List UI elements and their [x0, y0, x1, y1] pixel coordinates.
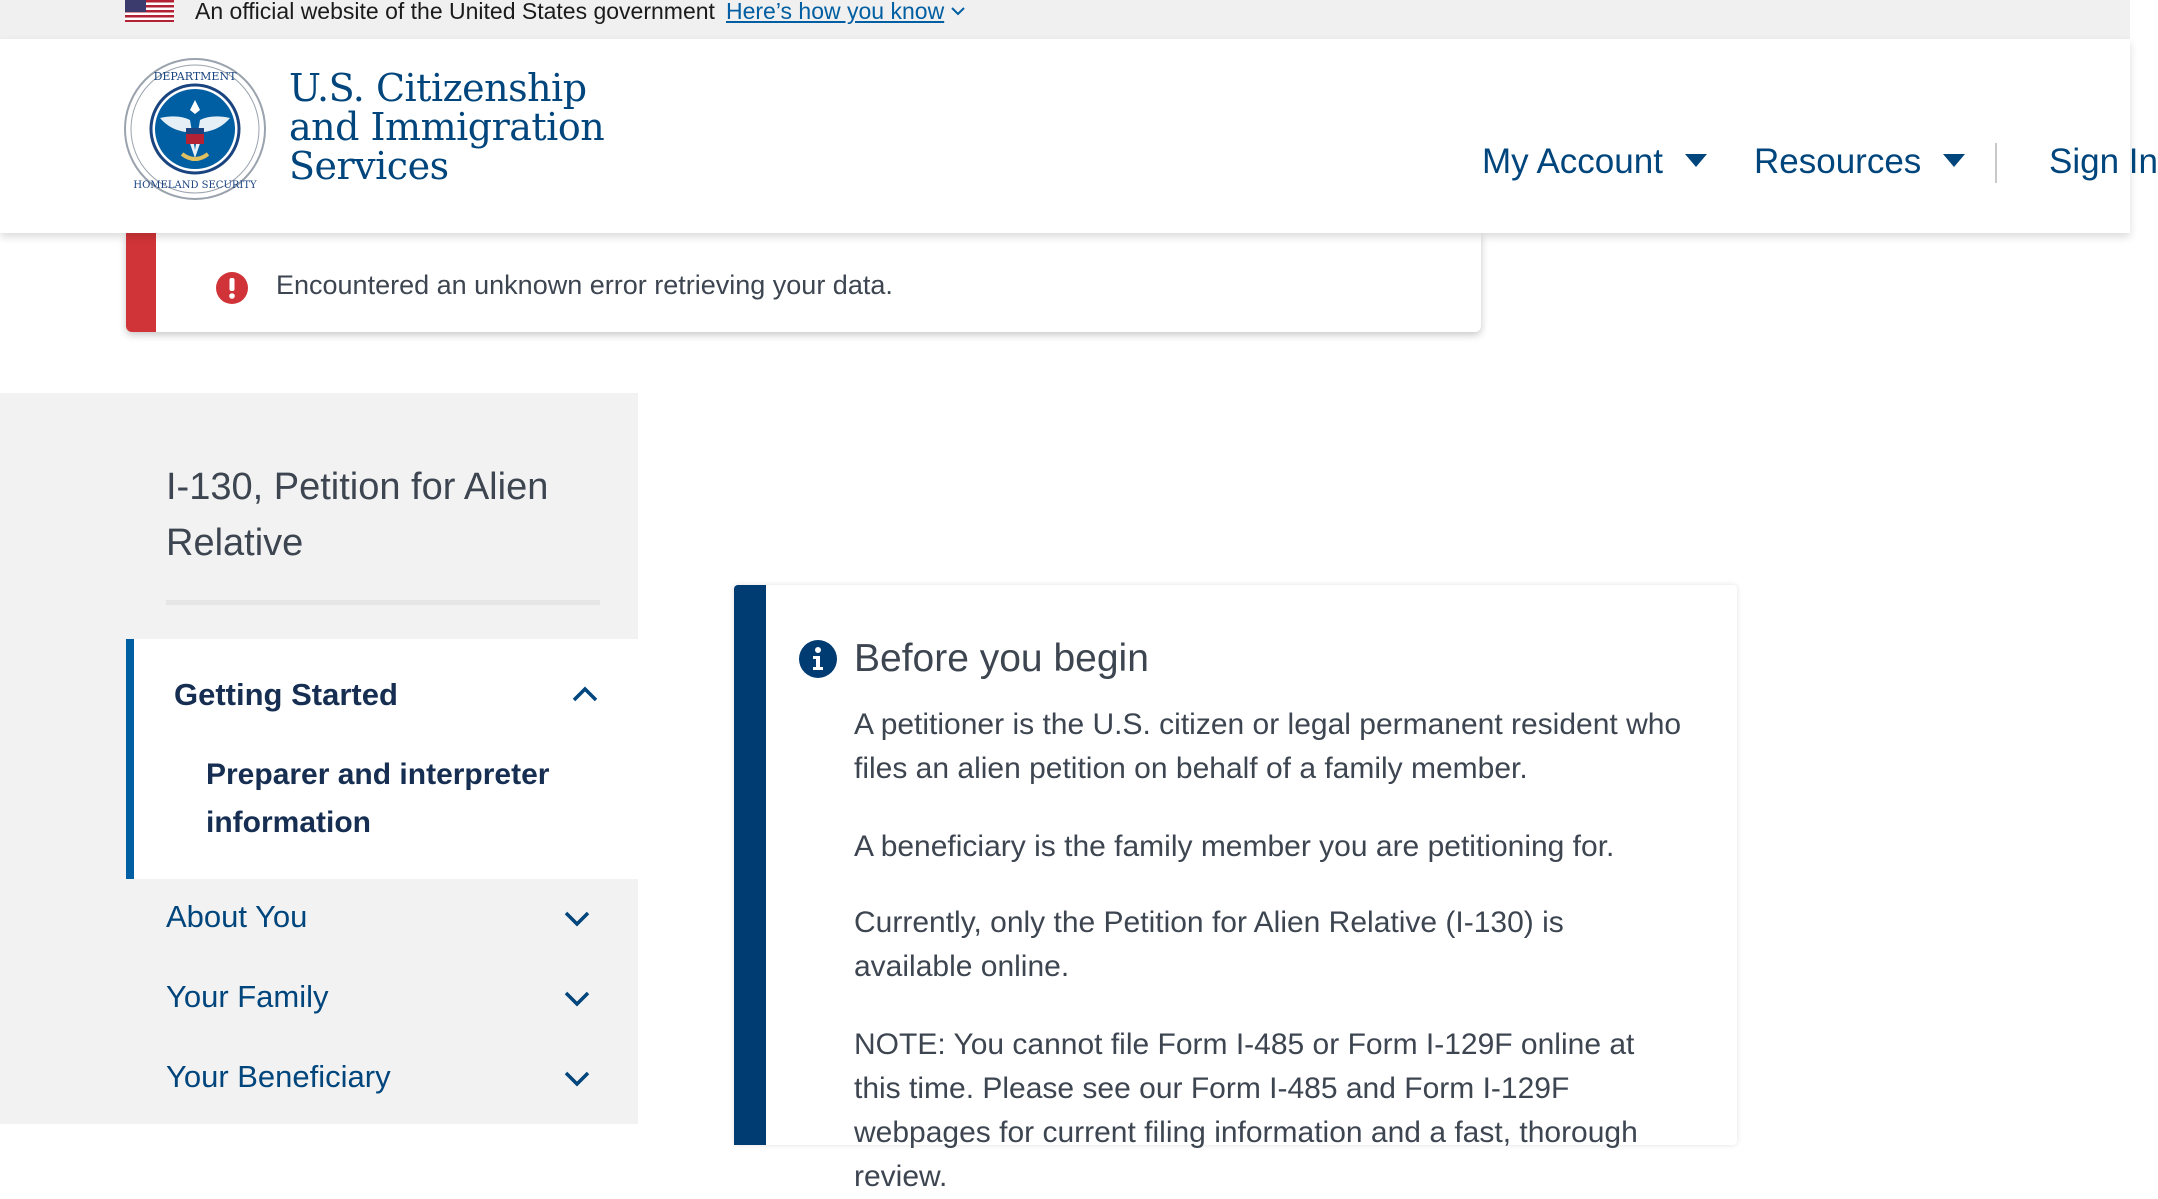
gov-banner-text: An official website of the United States government [195, 0, 715, 24]
site-header [0, 39, 2158, 233]
caret-down-icon [1685, 154, 1707, 167]
nav-resources-label: Resources [1754, 142, 1922, 181]
agency-name[interactable] [289, 66, 605, 188]
chevron-down-icon[interactable] [562, 988, 592, 1010]
card-paragraph: A petitioner is the U.S. citizen or legal permanent resident who files an alien petition on behalf of a family member. [854, 708, 1682, 785]
nav-divider [1995, 143, 1997, 183]
gov-banner [0, 0, 2130, 39]
alert-message: Encountered an unknown error retrieving your data. [276, 270, 893, 300]
chevron-down-icon[interactable] [949, 2, 967, 20]
heres-how-you-know-link[interactable]: Here’s how you know [726, 0, 945, 24]
card-accent-bar [734, 585, 766, 1145]
us-flag-icon [125, 0, 174, 22]
svg-text:HOMELAND SECURITY: HOMELAND SECURITY [133, 180, 257, 191]
card-paragraph: Currently, only the Petition for Alien Relative (I-130) is available online. [854, 906, 1564, 983]
svg-text:DEPARTMENT: DEPARTMENT [153, 70, 237, 83]
nav-resources[interactable] [1754, 142, 1965, 182]
caret-down-icon [1943, 154, 1965, 167]
agency-name-line3: Services [289, 144, 449, 188]
error-icon [215, 271, 249, 305]
before-you-begin-card [734, 585, 1737, 1193]
card-title: Before you begin [854, 637, 1149, 680]
chevron-up-icon[interactable] [570, 683, 600, 705]
chevron-down-icon[interactable] [562, 1068, 592, 1090]
form-sidebar [0, 393, 638, 1124]
agency-name-line1: U.S. Citizenship [289, 66, 587, 110]
sidebar-section-getting-started[interactable] [126, 639, 638, 879]
nav-my-account-label: My Account [1482, 142, 1663, 181]
sidebar-divider [166, 600, 600, 605]
info-icon [798, 639, 838, 679]
error-alert [126, 233, 1481, 332]
sidebar-item-about-you[interactable]: About You [166, 899, 308, 934]
dhs-seal-icon[interactable] [124, 58, 266, 200]
sidebar-item-your-beneficiary[interactable]: Your Beneficiary [166, 1059, 391, 1094]
nav-my-account[interactable] [1482, 142, 1707, 182]
nav-sign-in[interactable]: Sign In [2049, 142, 2158, 181]
card-paragraph: A beneficiary is the family member you are petitioning for. [854, 830, 1615, 863]
sidebar-section-label: Getting Started [174, 677, 398, 712]
alert-accent-bar [126, 233, 156, 332]
agency-name-line2: and Immigration [289, 105, 605, 149]
sidebar-item-your-family[interactable]: Your Family [166, 979, 329, 1014]
card-paragraph: NOTE: You cannot file Form I-485 or Form I-129F online at this time. Please see our Form I-485 and Form I-129F webpages for current filing information and a fast, thorough review. [854, 1028, 1638, 1193]
form-title: I-130, Petition for Alien Relative [166, 466, 549, 564]
chevron-down-icon[interactable] [562, 908, 592, 930]
sidebar-subitem-preparer[interactable]: Preparer and interpreter information [206, 758, 550, 839]
